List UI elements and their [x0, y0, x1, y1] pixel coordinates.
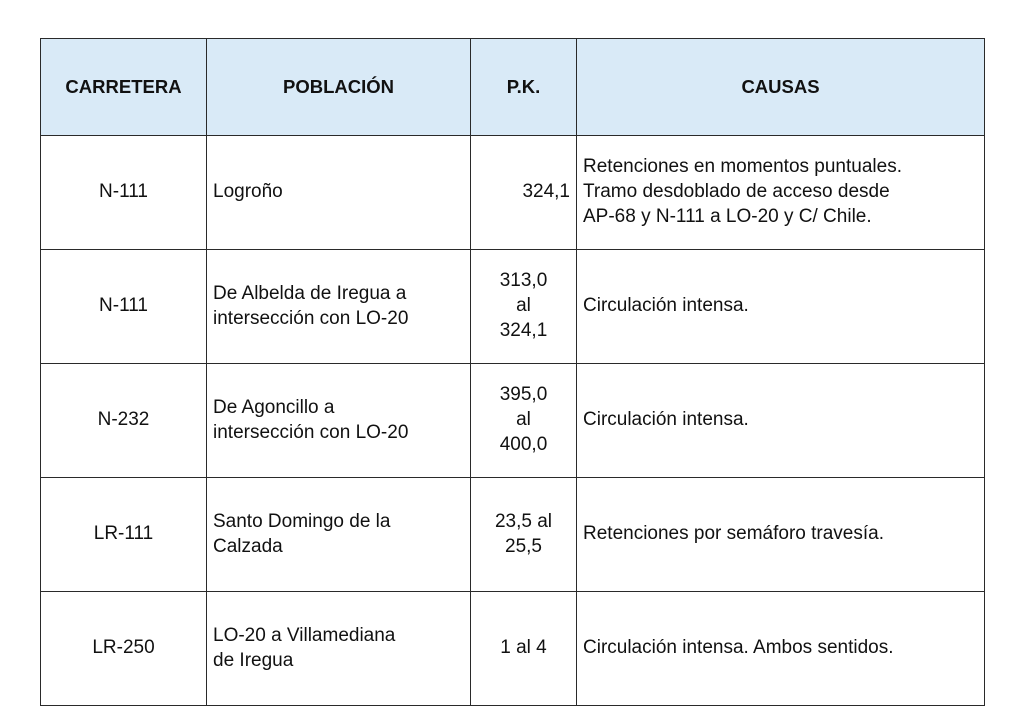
cell-causas: [577, 136, 985, 250]
cell-line: De Albelda de Iregua a: [213, 282, 407, 304]
cell-poblacion: [207, 592, 471, 706]
cell-pk: [471, 250, 577, 364]
cell-line: Tramo desdoblado de acceso desde: [583, 181, 890, 203]
cell-causas: [577, 478, 985, 592]
cell-line: AP-68 y N-111 a LO-20 y C/ Chile.: [583, 205, 872, 227]
table-row: [41, 136, 985, 250]
cell-carretera: N-111: [41, 136, 207, 250]
cell-line: Logroño: [213, 181, 283, 203]
cell-line: al: [516, 409, 531, 431]
cell-line: 395,0: [499, 384, 548, 406]
cell-poblacion: [207, 478, 471, 592]
cell-poblacion: [207, 364, 471, 478]
cell-line: 1 al 4: [500, 637, 547, 659]
cell-line: intersección con LO-20: [213, 421, 409, 443]
cell-line: 23,5 al: [494, 510, 553, 532]
cell-pk: [471, 136, 577, 250]
cell-pk: [471, 478, 577, 592]
cell-line: LO-20 a Villamediana: [213, 624, 396, 646]
table-row: [41, 592, 985, 706]
cell-line: 324,1: [522, 181, 570, 203]
cell-causas: [577, 592, 985, 706]
table-row: [41, 364, 985, 478]
cell-carretera: N-111: [41, 250, 207, 364]
table-row: [41, 250, 985, 364]
header-causas: CAUSAS: [577, 39, 985, 136]
cell-line: Santo Domingo de la: [213, 510, 391, 532]
table-row: [41, 478, 985, 592]
cell-causas: [577, 364, 985, 478]
cell-line: Circulación intensa.: [583, 409, 749, 431]
header-pk: P.K.: [471, 39, 577, 136]
cell-carretera: LR-111: [41, 478, 207, 592]
cell-line: al: [516, 295, 531, 317]
header-poblacion: POBLACIÓN: [207, 39, 471, 136]
cell-line: de Iregua: [213, 649, 294, 671]
cell-line: 25,5: [505, 535, 542, 557]
cell-pk: [471, 364, 577, 478]
cell-pk: [471, 592, 577, 706]
cell-causas: [577, 250, 985, 364]
cell-poblacion: [207, 250, 471, 364]
cell-line: 313,0: [499, 270, 548, 292]
cell-line: 324,1: [499, 319, 548, 341]
cell-line: Calzada: [213, 535, 283, 557]
cell-line: 400,0: [499, 433, 548, 455]
cell-carretera: N-232: [41, 364, 207, 478]
cell-line: Retenciones por semáforo travesía.: [583, 523, 884, 545]
cell-line: Circulación intensa.: [583, 295, 749, 317]
header-row: [41, 39, 985, 136]
traffic-table: [40, 38, 985, 706]
cell-carretera: LR-250: [41, 592, 207, 706]
cell-line: Retenciones en momentos puntuales.: [583, 156, 902, 178]
cell-line: De Agoncillo a: [213, 396, 335, 418]
cell-line: Circulación intensa. Ambos sentidos.: [583, 637, 894, 659]
cell-line: intersección con LO-20: [213, 307, 409, 329]
traffic-table-container: [40, 38, 985, 706]
cell-poblacion: [207, 136, 471, 250]
header-carretera: CARRETERA: [41, 39, 207, 136]
